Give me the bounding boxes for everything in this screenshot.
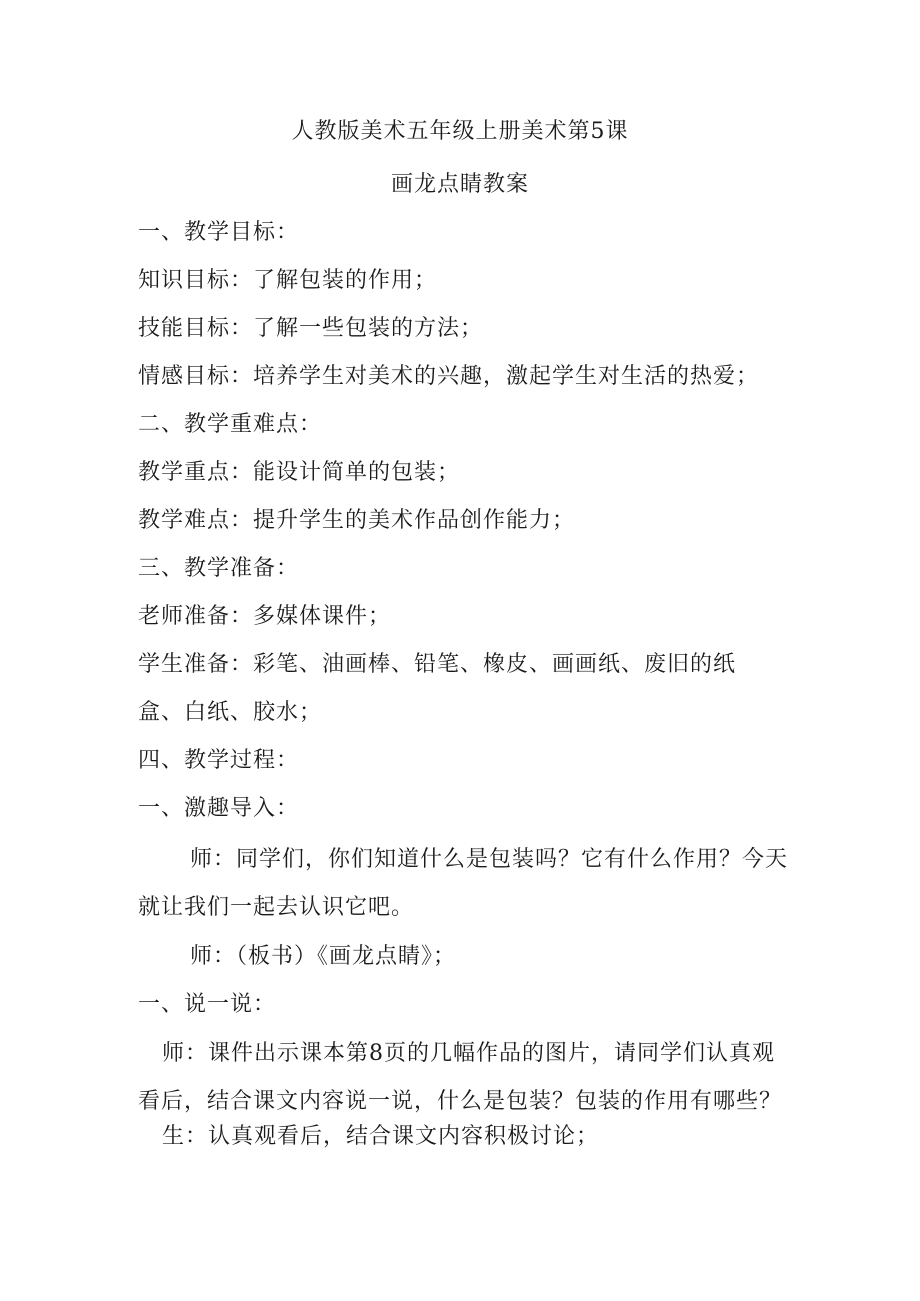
- document-title: 人教版美术五年级上册美术第5课: [291, 119, 629, 144]
- section-heading-process: 四、教学过程：: [138, 748, 300, 773]
- paragraph-line: 盒、白纸、胶水；: [138, 700, 323, 725]
- paragraph-line: 老师准备：多媒体课件；: [138, 604, 392, 629]
- paragraph-line: 技能目标：了解一些包装的方法；: [138, 316, 484, 341]
- paragraph-line: 教学难点：提升学生的美术作品创作能力；: [138, 508, 576, 533]
- paragraph-line: 师：课件出示课本第8页的几幅作品的图片，请同学们认真观: [162, 1041, 775, 1066]
- subsection-heading-intro: 一、激趣导入：: [138, 796, 300, 821]
- section-heading-key-points: 二、教学重难点：: [138, 412, 323, 437]
- paragraph-line: 就让我们一起去认识它吧。: [138, 895, 415, 920]
- paragraph-line: 师：（板书）《画龙点睛》；: [190, 944, 457, 969]
- paragraph-line: 情感目标：培养学生对美术的兴趣，激起学生对生活的热爱；: [138, 364, 760, 389]
- paragraph-line: 生：认真观看后，结合课文内容积极讨论；: [162, 1124, 600, 1149]
- paragraph-line: 学生准备：彩笔、油画棒、铅笔、橡皮、画画纸、废旧的纸: [138, 652, 737, 677]
- paragraph-line: 师：同学们，你们知道什么是包装吗？它有什么作用？今天: [190, 847, 789, 872]
- paragraph-line: 教学重点：能设计简单的包装；: [138, 460, 461, 485]
- paragraph-line: 知识目标：了解包装的作用；: [138, 268, 438, 293]
- section-heading-preparation: 三、教学准备：: [138, 556, 300, 581]
- paragraph-line: 看后，结合课文内容说一说，什么是包装？包装的作用有哪些？: [138, 1089, 783, 1114]
- section-heading-objectives: 一、教学目标：: [138, 220, 300, 245]
- document-subtitle: 画龙点睛教案: [390, 172, 529, 197]
- subsection-heading-discuss: 一、说一说：: [138, 992, 277, 1017]
